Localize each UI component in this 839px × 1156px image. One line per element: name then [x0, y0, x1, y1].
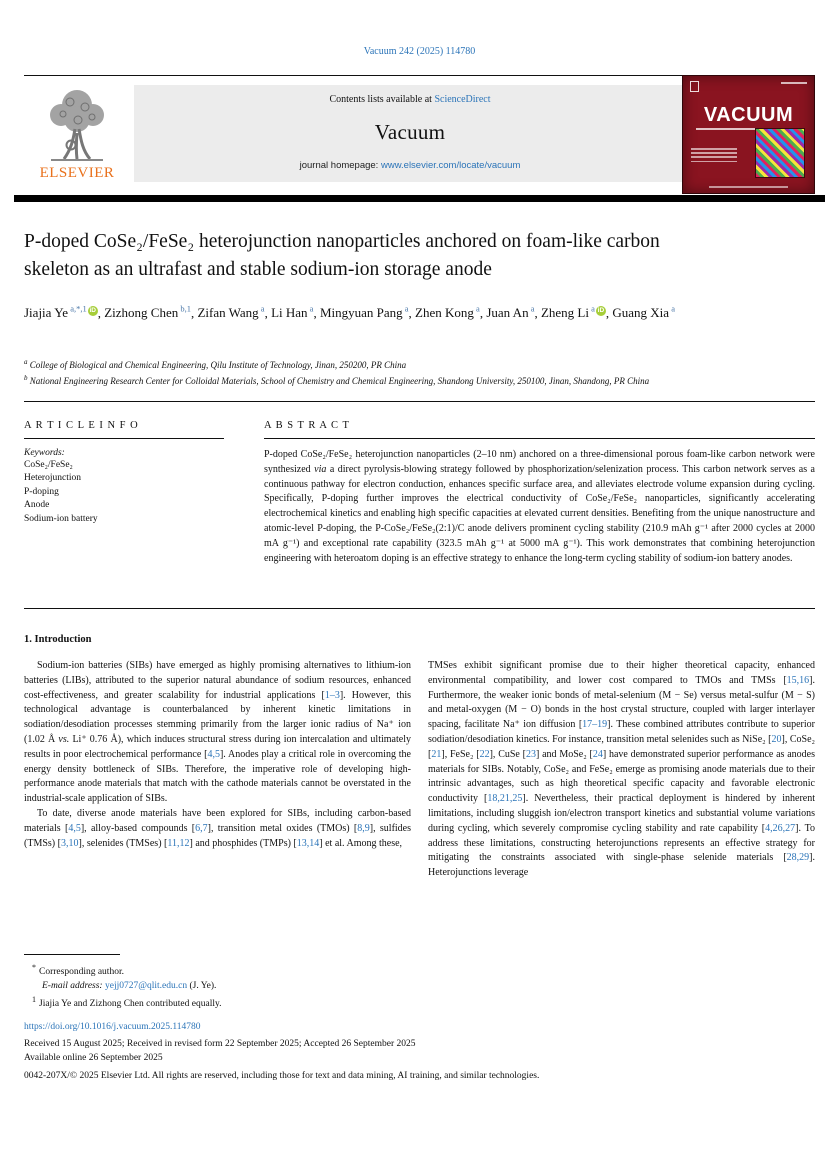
citation-link[interactable]: 11,12 [167, 837, 190, 849]
italic-text: vs. [58, 733, 70, 745]
keywords-list [24, 459, 264, 526]
abstract-heading: A B S T R A C T [264, 420, 350, 431]
author-name: Zifan Wang [197, 305, 259, 321]
affiliations [24, 357, 774, 388]
citation-link[interactable]: 4,5 [68, 822, 81, 834]
citation-link[interactable]: 18,21,25 [487, 793, 523, 805]
keyword: Anode [24, 500, 50, 511]
intro-left-column [24, 659, 411, 881]
email-label: E-mail address: [42, 981, 103, 992]
paragraph: To date, diverse anode materials have been explored for SIBs, including carbon-based materials [4,5], alloy-based compounds [6,7], transition metal oxides (TMOs) [8,9], sulfides (TMSs) [3,10], selenides (TMSes) [11,12] and phosphides (TMPs) [13,14] et al. Among these, [24, 807, 412, 849]
citation-link[interactable]: 4,5 [207, 748, 220, 760]
author [612, 305, 675, 320]
keyword: Heterojunction [24, 473, 81, 484]
contents-line [329, 94, 490, 105]
header-divider-bar [14, 195, 825, 202]
article-info-heading: A R T I C L E I N F O [24, 420, 139, 431]
author-name: Zheng Li [540, 305, 589, 321]
author-name: Zhen Kong [415, 305, 474, 321]
keywords-label: Keywords: [24, 448, 65, 458]
citation-link[interactable]: 20 [771, 733, 782, 745]
email-link[interactable]: yejj0727@qlit.edu.cn [104, 981, 188, 992]
cover-artwork-image [755, 128, 805, 178]
article-info-column [24, 420, 264, 566]
author-name: Guang Xia [612, 305, 670, 321]
citation-link[interactable]: 4,26,27 [765, 822, 796, 834]
author-affiliation-marker: a [402, 304, 409, 314]
info-abstract-section [24, 420, 815, 566]
author-list: Jiajia Ye $^{a,*,1}$ iD , Zizhong Chen $^{b,1}$, Zifan Wang $^a$, Li Han $^a$, Mingyuan Pang $^a$, Zhen Kong $^a$, Juan An $^a$, Zheng Li $^a$ iD , Guang Xia $^a$ [24, 304, 675, 321]
abstract-text [264, 448, 815, 566]
elsevier-logo [24, 85, 130, 182]
citation-link[interactable]: 6,7 [195, 822, 208, 834]
citation-link[interactable]: 24 [592, 748, 603, 760]
introduction-heading: 1. Introduction [24, 634, 92, 645]
keyword: CoSe₂/FeSe₂ [24, 460, 73, 470]
citation-link[interactable]: 22 [479, 748, 490, 760]
paragraph: TMSes exhibit significant promise due to their higher theoretical capacity, enhanced environmental compatibility, and lower cost compared to TMOs and TMSs [15,16]. Furthermore, the weaker ionic bonds of metal-selenium (M − Se) versus metal-sulfur (M − S) and metal-oxygen (M − O) bonds in the host crystal structure, coupled with larger interlayer spacing, facilitate Na⁺ ion diffusion [17–19]. These combined attributes contribute to superior sodiation/desodiation kinetics. For instance, transition metal selenides such as NiSe₂ [20], CoSe₂ [21], FeSe₂ [22], CuSe [23] and MoSe₂ [24] have demonstrated superior performance as anodes materials for SIBs. Notably, CoSe₂ and FeSe₂ emerge as promising anode materials due to their intrinsic advantages, such as high theoretical specific capacity and favorable electronic conductivity [18,21,25]. Nevertheless, their practical deployment is hindered by inherent limitations, including sluggish ion/electron transport kinetics and substantial volume variations during cycling, which severely compromise cycling stability and rate capability [4,26,27]. To address these limitations, constructing heterojunctions represents an effective strategy for mitigating the constraints associated with single-phase selenide materials [28,29]. Heterojunctions leverage [428, 660, 816, 879]
journal-citation: Vacuum 242 (2025) 114780 [363, 46, 476, 57]
journal-banner [134, 85, 686, 182]
footnotes [24, 954, 544, 1011]
available-online: Available online 26 September 2025 [24, 1053, 163, 1064]
author-affiliation-marker: a [588, 304, 595, 314]
abstract-column [264, 420, 815, 566]
author-name: Juan An [486, 305, 529, 321]
citation-link[interactable]: 23 [526, 748, 536, 760]
article-title: P-doped CoSe₂/FeSe₂ heterojunction nanoparticles anchored on foam-like carbon skeleton as an ultrafast and stable sodium-ion storage anode [24, 231, 660, 280]
introduction-section [24, 634, 815, 881]
affiliation-line: $^a$ College of Biological and Chemical Engineering, Qilu Institute of Technology, Jinan, 250200, PR China [24, 358, 407, 370]
citation-link[interactable]: 28,29 [786, 852, 810, 864]
cover-issue-text-bar [781, 82, 807, 84]
affiliation-marker: a [24, 358, 28, 366]
abstract-rule [264, 438, 815, 439]
sciencedirect-link[interactable]: ScienceDirect [434, 94, 491, 105]
author [541, 305, 606, 320]
author [104, 305, 191, 320]
copyright-line: 0042-207X/© 2025 Elsevier Ltd. All rights are reserved, including those for text and data mining, AI training, and similar technologies. [24, 1070, 540, 1081]
author [415, 305, 480, 320]
author-affiliation-marker: a [473, 304, 480, 314]
rule-below-affiliations [24, 401, 815, 402]
affiliation-marker: b [24, 373, 28, 382]
orcid-icon[interactable]: iD [597, 307, 605, 314]
equal-contribution-note [24, 994, 544, 1011]
elsevier-tree-icon [35, 87, 119, 165]
author-affiliation-marker: a [258, 304, 265, 314]
author-name: Zizhong Chen [104, 305, 179, 321]
author-affiliation-marker: a [307, 304, 314, 314]
author [320, 305, 409, 320]
footnote-rule [24, 954, 120, 955]
citation-link[interactable]: 3,10 [60, 837, 79, 849]
email-note [24, 979, 544, 993]
doi-link[interactable]: https://doi.org/10.1016/j.vacuum.2025.114780 [24, 1022, 201, 1032]
cover-footer-text-bar [709, 186, 788, 188]
email-suffix: (J. Ye). [187, 981, 217, 992]
author-affiliation-marker: a,*,1 [68, 304, 87, 314]
author-name: Li Han [271, 305, 308, 321]
author [197, 305, 264, 320]
author [486, 305, 534, 320]
journal-cover-thumbnail[interactable] [682, 75, 815, 194]
keyword: P-doping [24, 486, 59, 497]
cover-editors-text-bars [691, 148, 737, 165]
masthead-left [24, 75, 686, 182]
corresponding-author-note [24, 962, 544, 979]
masthead [24, 75, 815, 195]
citation-link[interactable]: 17–19 [582, 719, 608, 731]
citation-link[interactable]: 8,9 [357, 822, 370, 834]
rule-below-abstract [24, 608, 815, 609]
homepage-link[interactable]: www.elsevier.com/locate/vacuum [380, 160, 521, 171]
asterisk-marker: * [32, 963, 36, 972]
citation-link[interactable]: 13,14 [296, 837, 320, 849]
orcid-icon[interactable]: iD [89, 307, 96, 314]
author [24, 305, 98, 320]
paragraph: Sodium-ion batteries (SIBs) have emerged as highly promising alternatives to lithium-ion batteries (LIBs), attributed to the superior natural abundance of sodium resources, enhanced cost-effectiveness, and greater scalability for industrial applications [1–3]. However, this technological advantage is counterbalanced by inherent kinetic limitations in sodiation/desodiation processes stemming primarily from the larger ionic radius of Na⁺ ion (1.02 Å vs. Li⁺ 0.76 Å), which induces structural stress during ion intercalation and ultimately results in poor electrochemical performance [4,5]. Anodes play a critical role in overcoming the energy density bottleneck of SIBs. Therefore, the imperative role of developing high-performance anode materials that match with the cathode materials cannot be overstated in the industrial-scale application of SIBs. [24, 660, 412, 805]
corresponding-text: Corresponding author. [39, 967, 124, 978]
article-footer [24, 1022, 815, 1083]
cover-publisher-mark [690, 81, 699, 92]
equal-contribution-text: Jiajia Ye and Zizhong Chen contributed equally. [39, 998, 222, 1009]
homepage-label: journal homepage: [299, 160, 381, 171]
article-info-rule [24, 438, 224, 439]
footnote-1-marker: 1 [32, 994, 36, 1004]
citation-link[interactable]: 15,16 [786, 674, 810, 686]
homepage-line [300, 160, 521, 171]
author-affiliation-marker: b,1 [178, 304, 191, 314]
citation-link[interactable]: 1–3 [324, 689, 340, 701]
author [271, 305, 313, 320]
paragraph: P-doped CoSe₂/FeSe₂ heterojunction nanoparticles (2–10 nm) anchored on a three-dimensional porous foam-like carbon network were synthesized via a direct pyrolysis-blowing strategy followed by phosphorization/selenization process. This carbon network serves as a continuous pathway for electron conduction, enhances specific surface area, and alleviates electrode volume expansion during cycling. Specifically, P-doping further improves the electrical conductivity of CoSe₂/FeSe₂ nanoparticles, significantly accelerating electrochemical kinetics and enabling high specific capacities at elevated current densities. Benefiting from the unique nanostructure and atomic-level P-doping, the P-CoSe₂/FeSe₂(2:1)/C anode delivers prominent cycling stability (210.9 mAh g⁻¹ after 2000 cycles at 2000 mA g⁻¹) and exceptional rate capability (323.5 mAh g⁻¹ at 5000 mA g⁻¹). This work demonstrates that combining heterojunction engineering with heteroatom doping is an effective strategy to enhance the long-term cycling stability of sodium-ion battery anodes. [264, 449, 815, 564]
author-name: Jiajia Ye [24, 305, 69, 321]
received-dates: Received 15 August 2025; Received in revised form 22 September 2025; Accepted 26 September 2025 [24, 1039, 416, 1049]
keyword: Sodium-ion battery [24, 513, 98, 524]
intro-right-column [428, 659, 815, 881]
italic-text: via [314, 463, 327, 475]
citation-link[interactable]: 21 [431, 748, 442, 760]
contents-prefix: Contents lists available at [329, 94, 435, 105]
author-affiliation-marker: a [528, 304, 535, 314]
affiliation-line: $^b$ National Engineering Research Center for Colloidal Materials, School of Chemistry and Chemical Engineering, Shandong University, 250100, Jinan, Shandong, PR China [24, 373, 650, 386]
journal-title: Vacuum [374, 120, 446, 144]
elsevier-wordmark: ELSEVIER [39, 165, 115, 181]
cover-journal-title: VACUUM [703, 104, 794, 126]
author-name: Mingyuan Pang [319, 305, 403, 321]
author-affiliation-marker: a [669, 304, 675, 314]
